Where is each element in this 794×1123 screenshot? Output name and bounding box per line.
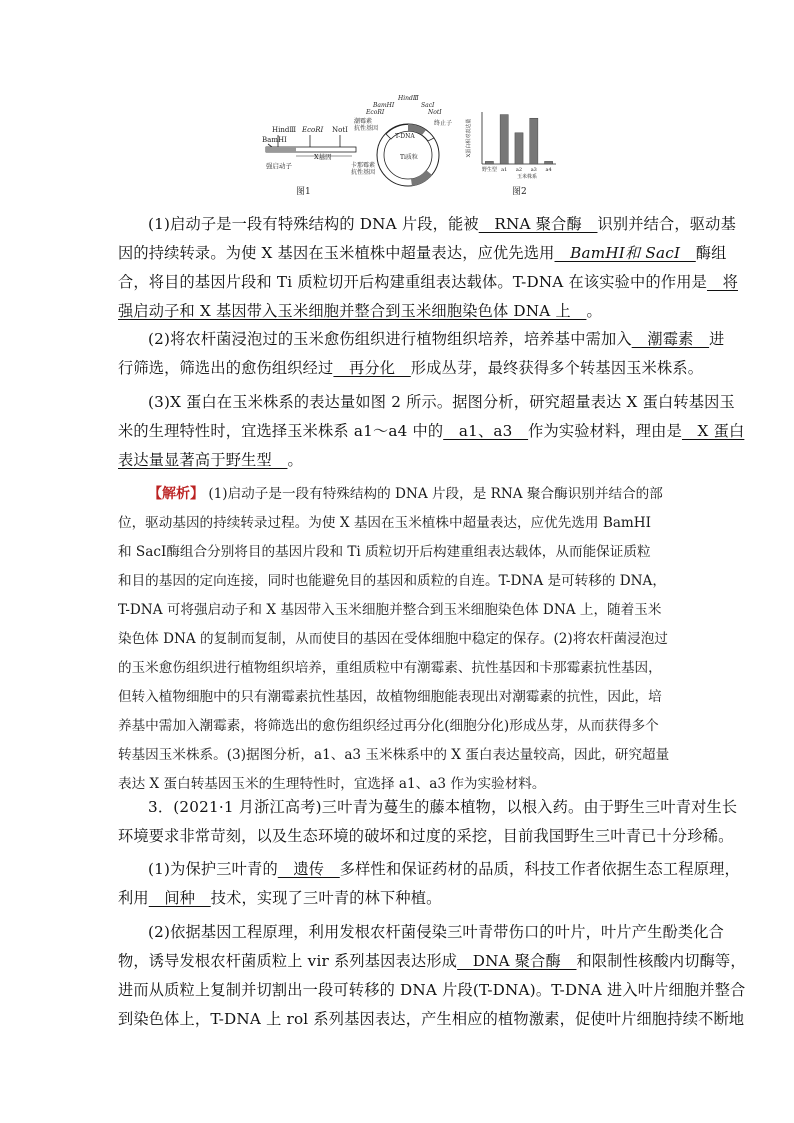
plasmid-bam-label: BamHⅠ [373,102,395,109]
figure-2-bar-chart [460,102,560,197]
plasmid-not-label: NotⅠ [428,109,442,116]
explanation-block [118,480,686,799]
kan-label-1: 卡那霉素 [351,162,376,169]
answer-blank: __a1、a3__ [443,422,529,440]
explanation-line: 转基因玉米株系。(3)据图分析，a1、a3 玉米株系中的 X 蛋白表达量较高，因此，研究超量 [118,747,670,763]
explanation-tag: 【解析】 [148,486,204,502]
answer-blank: __潮霉素__ [631,330,710,348]
q3-paragraph-2 [118,918,746,1034]
q3-p2-line-2: 物，诱导发根农杆菌质粒上 vir 系列基因表达形成__DNA 聚合酶__和限制性核酸内切酶等， [118,952,746,970]
explanation-line: 【解析】 (1)启动子是一段有特殊结构的 DNA 片段，是 RNA 聚合酶识别并结合的部 [148,486,663,502]
answer-blank: __将 [707,273,738,291]
q1-p3-line-1: (3)X 蛋白在玉米株系的表达量如图 2 所示。据图分析，研究超量表达 X 蛋白转基因玉 [148,393,735,411]
q1-p1-line-2: 因的持续转录。为使 X 基因在玉米植株中超量表达，应优先选用__BamHⅠ和 SacⅠ__酶组 [118,244,727,262]
hyg-label-2: 抗性基因 [354,125,379,132]
x-tick-label: a4 [545,167,552,173]
promoter-label: 强启动子 [266,162,292,170]
q1-paragraph-2 [118,325,725,383]
q3-intro [118,793,738,851]
q1-p1-line-3: 合，将目的基因片段和 Ti 质粒切开后构建重组表达载体。T-DNA 在该实验中的作用是__将 [118,273,738,291]
explanation-line: 位，驱动基因的持续转录过程。为使 X 基因在玉米植株中超量表达，应优先选用 BamHⅠ [118,515,652,531]
x-tick-label: a2 [515,167,523,173]
explanation-line: 的玉米愈伤组织进行植物组织培养，重组质粒中有潮霉素、抗性基因和卡那霉素抗性基因， [118,660,662,676]
bar-a3 [530,118,538,164]
q1-p3-line-2: 米的生理特性时，宜选择玉米株系 a1～a4 中的__a1、a3__作为实验材料，理由是__X 蛋白 [118,422,745,440]
gene-label: X基因 [314,153,332,161]
q1-paragraph-3 [118,388,745,475]
q3-p2-line-4: 到染色体上，T-DNA 上 rol 系列基因表达，产生相应的植物激素，促使叶片细胞持续不断地 [118,1010,745,1028]
answer-blank: 表达量显著高于野生型__ [118,451,288,469]
bar-a2 [515,133,523,164]
figure-2-caption: 图2 [512,187,527,197]
plasmid-ecor-label: EcoRⅠ [366,109,385,116]
answer-blank: __X 蛋白 [681,422,745,440]
kan-label-2: 抗性基因 [351,169,376,176]
q1-p2-line-1: (2)将农杆菌浸泡过的玉米愈伤组织进行植物组织培养，培养基中需加入__潮霉素__进 [148,330,725,348]
explanation-line: 但转入植物细胞中的只有潮霉素抗性基因，故植物细胞能表现出对潮霉素的抗性，因此，培 [118,689,662,705]
answer-blank: __间种__ [148,889,211,907]
q3-p1-line-1: (1)为保护三叶青的__遗传__多样性和保证药材的品质，科技工作者依据生态工程原理， [148,860,740,878]
q3-p2-line-3: 进而从质粒上复制并切割出一段可转移的 DNA 片段(T-DNA)。T-DNA 进入叶片细胞并整合 [118,981,746,999]
ecor-label: EcoRⅠ [302,126,324,134]
bam-label: BamHⅠ [262,136,287,144]
figure-ti-plasmid [346,93,458,191]
x-tick-label: a1 [501,167,508,173]
q1-paragraph-1 [118,210,738,326]
hind-label: HindⅢ [272,126,297,134]
bar-a4 [545,161,553,164]
figure-1-caption: 图1 [296,187,311,197]
q3-paragraph-1 [118,855,740,913]
answer-blank: __DNA 聚合酶__ [457,952,577,970]
plasmid-sac-label: SacⅠ [421,102,435,109]
bar-野生型 [485,161,493,164]
x-tick-label: 野生型 [481,167,497,173]
explanation-line: 染色体 DNA 的复制而复制，从而使目的基因在受体细胞中稳定的保存。(2)将农杆菌浸泡过 [118,631,668,647]
q1-p1-line-4: 强启动子和 X 基因带入玉米细胞并整合到玉米细胞染色体 DNA 上__。 [118,302,602,320]
explanation-line: T-DNA 可将强启动子和 X 基因带入玉米细胞并整合到玉米细胞染色体 DNA 上，随着玉米 [118,602,662,618]
answer-blank: 强启动子和 X 基因带入玉米细胞并整合到玉米细胞染色体 DNA 上__ [118,302,587,320]
explanation-line: 表达 X 蛋白转基因玉米的生理特性时，宜选择 a1、a3 作为实验材料。 [118,776,546,792]
explanation-line: 和目的基因的定向连接，同时也能避免目的基因和质粒的自连。T-DNA 是可转移的 DNA， [118,573,666,589]
q1-p1-line-1: (1)启动子是一段有特殊结构的 DNA 片段，能被__RNA 聚合酶__识别并结合，驱动基 [148,215,736,233]
explanation-line: 养基中需加入潮霉素，将筛选出的愈伤组织经过再分化(细胞分化)形成丛芽，从而获得多个 [118,718,659,734]
not-label: NotⅠ [332,126,348,134]
terminator-label: 终止子 [434,120,453,127]
answer-blank: __再分化__ [333,359,411,377]
q3-intro-line: 环境要求非常苛刻，以及生态环境的破坏和过度的采挖，目前我国野生三叶青已十分珍稀。 [118,827,734,845]
plasmid-center-label: Ti质粒 [400,154,418,161]
q3-p2-line-1: (2)依据基因工程原理，利用发根农杆菌侵染三叶青带伤口的叶片，叶片产生酚类化合 [148,923,725,941]
q3-p1-line-2: 利用__间种__技术，实现了三叶青的林下种植。 [118,889,442,907]
q1-p3-line-3: 表达量显著高于野生型__。 [118,451,303,469]
y-axis-label: X蛋白相对表达量 [466,118,472,158]
hyg-label-1: 潮霉素 [354,118,373,125]
q3-intro-line: 3．(2021·1 月浙江高考)三叶青为蔓生的藤本植物，以根入药。由于野生三叶青对生长 [148,798,738,816]
answer-blank: __BamHⅠ和 SacⅠ__ [554,244,696,262]
answer-blank: __遗传__ [277,860,340,878]
tdna-label: T-DNA [395,133,415,140]
bar-a1 [500,115,508,164]
q1-p2-line-2: 行筛选，筛选出的愈伤组织经过__再分化__形成丛芽，最终获得多个转基因玉米株系。 [118,359,704,377]
x-tick-label: a3 [530,167,537,173]
x-axis-label: 玉米株系 [516,174,538,180]
answer-blank: __RNA 聚合酶__ [478,215,598,233]
plasmid-hind-label: HindⅢ [398,95,419,102]
explanation-line: 和 SacⅠ酶组合分别将目的基因片段和 Ti 质粒切开后构建重组表达载体，从而能保证质粒 [118,544,651,560]
